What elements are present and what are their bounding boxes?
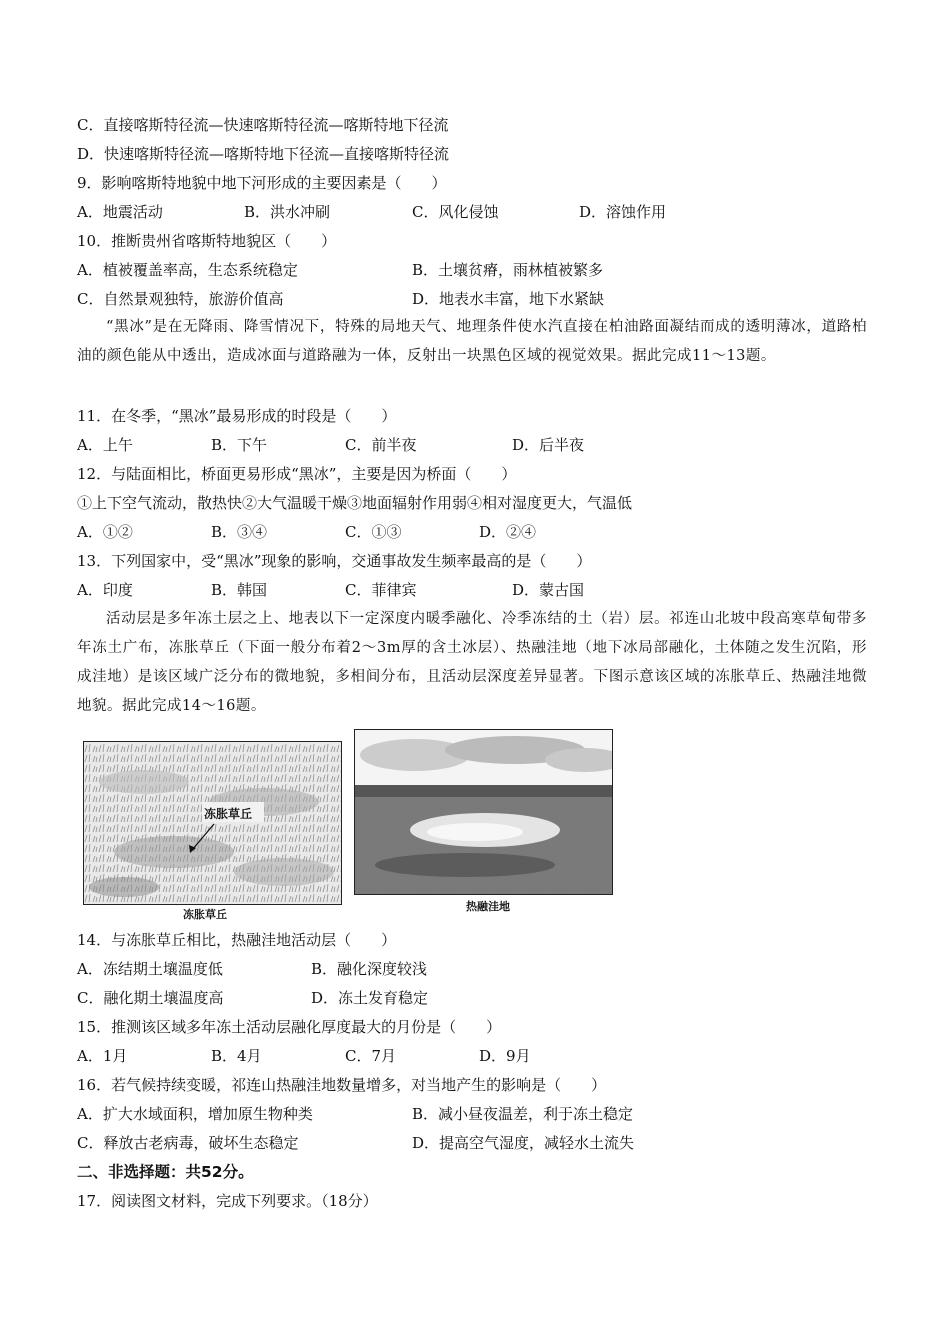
q12-option-b: B．③④ xyxy=(211,523,268,541)
q9-stem: 9．影响喀斯特地貌中地下河形成的主要因素是（ ） xyxy=(77,174,447,192)
q12-statements: ①上下空气流动，散热快②大气温暖干燥③地面辐射作用弱④相对湿度更大，气温低 xyxy=(77,494,633,512)
q13-option-c: C．菲律宾 xyxy=(345,581,417,599)
thaw-depression-image xyxy=(355,730,612,894)
photo-frost-mound xyxy=(83,741,342,905)
q9-option-d: D．溶蚀作用 xyxy=(579,203,667,221)
q10-option-d: D．地表水丰富，地下水紧缺 xyxy=(412,290,605,308)
q10-stem: 10．推断贵州省喀斯特地貌区（ ） xyxy=(77,232,337,250)
q12-option-c: C．①③ xyxy=(345,523,402,541)
section2-title: 二、非选择题：共52分。 xyxy=(77,1163,254,1181)
q15-option-d: D．9月 xyxy=(479,1047,531,1065)
q11-option-d: D．后半夜 xyxy=(512,436,585,454)
frost-mound-caption: 冻胀草丘 xyxy=(183,908,227,921)
q14-option-d: D．冻土发育稳定 xyxy=(311,989,429,1007)
q16-option-c: C．释放古老病毒，破坏生态稳定 xyxy=(77,1134,299,1152)
q15-option-c: C．7月 xyxy=(345,1047,397,1065)
q10-option-b: B．土壤贫瘠，雨林植被繁多 xyxy=(412,261,604,279)
thaw-depression-caption: 热融洼地 xyxy=(466,900,510,913)
q14-stem: 14．与冻胀草丘相比，热融洼地活动层（ ） xyxy=(77,931,397,949)
photo-thaw-depression xyxy=(354,729,613,895)
q11-stem: 11．在冬季，“黑冰”最易形成的时段是（ ） xyxy=(77,407,397,425)
q16-option-a: A．扩大水域面积，增加原生物种类 xyxy=(77,1105,313,1123)
passage-active-layer: 活动层是多年冻土层之上、地表以下一定深度内暖季融化、冷季冻结的土（岩）层。祁连山北坡中段高寒草甸带多年冻土广布，冻胀草丘（下面一般分布着2～3m厚的含土冰层）、热融洼地（地下冰局部融化，土体随之发生沉陷，形成洼地）是该区域广泛分布的微地貌，多相间分布，且活动层深度差异显著。下图示意该区域的冻胀草丘、热融洼地微地貌。据此完成14～16题。 xyxy=(77,611,867,714)
q12-stem: 12．与陆面相比，桥面更易形成“黑冰”，主要是因为桥面（ ） xyxy=(77,465,517,483)
q16-option-b: B．减小昼夜温差，利于冻土稳定 xyxy=(412,1105,634,1123)
q9-option-c: C．风化侵蚀 xyxy=(412,203,499,221)
q8-option-d: D．快速喀斯特径流—喀斯特地下径流—直接喀斯特径流 xyxy=(77,145,450,163)
q16-option-d: D．提高空气湿度，减轻水土流失 xyxy=(412,1134,635,1152)
frost-mound-image xyxy=(84,742,341,904)
q15-option-b: B．4月 xyxy=(211,1047,262,1065)
q13-option-a: A．印度 xyxy=(77,581,133,599)
q17-stem: 17．阅读图文材料，完成下列要求。（18分） xyxy=(77,1192,378,1210)
q13-option-d: D．蒙古国 xyxy=(512,581,585,599)
q9-option-b: B．洪水冲刷 xyxy=(244,203,331,221)
q13-stem: 13．下列国家中，受“黑冰”现象的影响，交通事故发生频率最高的是（ ） xyxy=(77,552,592,570)
q15-option-a: A．1月 xyxy=(77,1047,128,1065)
q8-option-c: C．直接喀斯特径流—快速喀斯特径流—喀斯特地下径流 xyxy=(77,116,449,134)
q10-option-a: A．植被覆盖率高，生态系统稳定 xyxy=(77,261,298,279)
q11-option-c: C．前半夜 xyxy=(345,436,417,454)
q11-option-a: A．上午 xyxy=(77,436,133,454)
q9-option-a: A．地震活动 xyxy=(77,203,163,221)
q16-stem: 16．若气候持续变暖，祁连山热融洼地数量增多，对当地产生的影响是（ ） xyxy=(77,1076,607,1094)
q14-option-c: C．融化期土壤温度高 xyxy=(77,989,224,1007)
q10-option-c: C．自然景观独特，旅游价值高 xyxy=(77,290,284,308)
q14-option-b: B．融化深度较浅 xyxy=(311,960,428,978)
q12-option-d: D．②④ xyxy=(479,523,537,541)
frost-mound-label: 冻胀草丘 xyxy=(204,807,253,821)
q13-option-b: B．韩国 xyxy=(211,581,268,599)
q12-option-a: A．①② xyxy=(77,523,133,541)
q14-option-a: A．冻结期土壤温度低 xyxy=(77,960,223,978)
q11-option-b: B．下午 xyxy=(211,436,268,454)
q15-stem: 15．推测该区域多年冻土活动层融化厚度最大的月份是（ ） xyxy=(77,1018,502,1036)
passage-black-ice: “黑冰”是在无降雨、降雪情况下，特殊的局地天气、地理条件使水汽直接在柏油路面凝结而成的透明薄冰，道路柏油的颜色能从中透出，造成冰面与道路融为一体，反射出一块黑色区域的视觉效果。据此完成11～13题。 xyxy=(77,319,867,364)
